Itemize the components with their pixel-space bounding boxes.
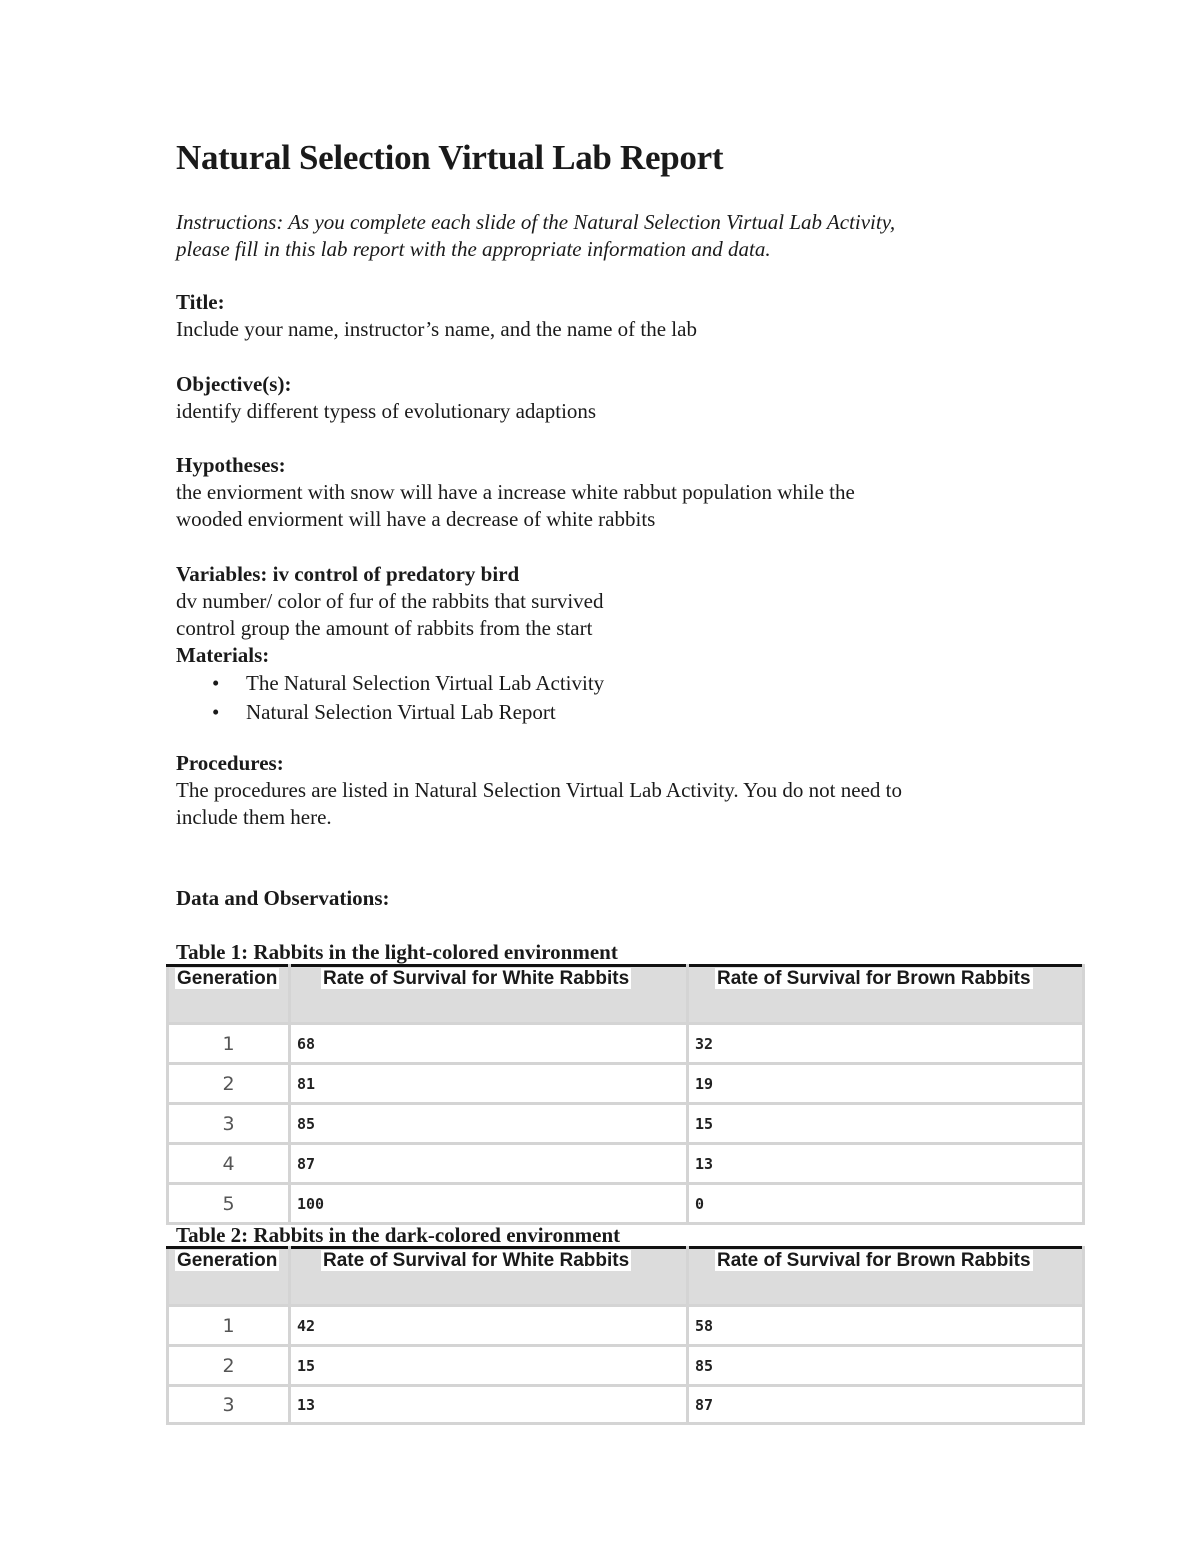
- generation-cell: 4: [168, 1144, 290, 1184]
- table-row: [168, 1386, 1084, 1424]
- header-generation: Generation: [168, 1248, 290, 1306]
- header-white-rabbits: Rate of Survival for White Rabbits: [290, 1248, 688, 1306]
- white-rate-cell[interactable]: 13: [290, 1386, 688, 1424]
- procedures-label: Procedures:: [176, 751, 284, 775]
- brown-rate-cell[interactable]: 87: [688, 1386, 1084, 1424]
- table-row: [168, 1184, 1084, 1224]
- brown-rate-cell[interactable]: 15: [688, 1104, 1084, 1144]
- generation-cell: 3: [168, 1104, 290, 1144]
- header-brown-rabbits: Rate of Survival for Brown Rabbits: [688, 966, 1084, 1024]
- list-item-text: Natural Selection Virtual Lab Report: [246, 699, 556, 724]
- hypotheses-label: Hypotheses:: [176, 453, 286, 477]
- generation-cell: 1: [168, 1306, 290, 1346]
- title-section: [176, 289, 1056, 343]
- table-row: [168, 1144, 1084, 1184]
- table2-caption: Table 2: Rabbits in the dark-colored environment: [176, 1223, 621, 1247]
- table-row: [168, 1104, 1084, 1144]
- white-rate-cell[interactable]: 87: [290, 1144, 688, 1184]
- variables-section: [176, 561, 1056, 726]
- list-item: [212, 669, 1056, 698]
- bullet-icon: •: [212, 671, 220, 695]
- generation-cell: 2: [168, 1346, 290, 1386]
- hypotheses-line: the enviorment with snow will have a increase white rabbut population while the: [176, 480, 855, 504]
- page-title: Natural Selection Virtual Lab Report: [176, 138, 724, 177]
- materials-label: Materials:: [176, 643, 270, 667]
- table2: [166, 1246, 1085, 1425]
- table1-caption: Table 1: Rabbits in the light-colored environment: [176, 940, 618, 964]
- bullet-icon: •: [212, 699, 220, 724]
- header-brown-rabbits: Rate of Survival for Brown Rabbits: [688, 1248, 1084, 1306]
- data-heading: Data and Observations:: [176, 886, 390, 910]
- brown-rate-cell[interactable]: 58: [688, 1306, 1084, 1346]
- objectives-text: identify different typess of evolutionary adaptions: [176, 399, 597, 423]
- objectives-section: [176, 371, 1056, 425]
- table-header-row: [168, 1248, 1084, 1306]
- title-label: Title:: [176, 290, 225, 314]
- table-header-row: [168, 966, 1084, 1024]
- generation-cell: 2: [168, 1064, 290, 1104]
- white-rate-cell[interactable]: 81: [290, 1064, 688, 1104]
- brown-rate-cell[interactable]: 85: [688, 1346, 1084, 1386]
- white-rate-cell[interactable]: 42: [290, 1306, 688, 1346]
- generation-cell: 3: [168, 1386, 290, 1424]
- white-rate-cell[interactable]: 100: [290, 1184, 688, 1224]
- variables-line: dv number/ color of fur of the rabbits that survived: [176, 589, 604, 613]
- instructions-line: Instructions: As you complete each slide of the Natural Selection Virtual Lab Activity,: [176, 210, 896, 234]
- procedures-section: [176, 750, 1056, 831]
- brown-rate-cell[interactable]: 13: [688, 1144, 1084, 1184]
- white-rate-cell[interactable]: 68: [290, 1024, 688, 1064]
- table-row: [168, 1346, 1084, 1386]
- white-rate-cell[interactable]: 85: [290, 1104, 688, 1144]
- brown-rate-cell[interactable]: 32: [688, 1024, 1084, 1064]
- header-generation: Generation: [168, 966, 290, 1024]
- hypotheses-section: [176, 452, 1056, 533]
- header-white-rabbits: Rate of Survival for White Rabbits: [290, 966, 688, 1024]
- title-text: Include your name, instructor’s name, and the name of the lab: [176, 317, 697, 341]
- variables-label: Variables: iv control of predatory bird: [176, 562, 520, 586]
- generation-cell: 1: [168, 1024, 290, 1064]
- table-row: [168, 1306, 1084, 1346]
- procedures-line: The procedures are listed in Natural Selection Virtual Lab Activity. You do not need to: [176, 778, 902, 802]
- materials-list: [212, 669, 1056, 726]
- list-item: [212, 698, 1056, 727]
- brown-rate-cell[interactable]: 19: [688, 1064, 1084, 1104]
- table-row: [168, 1024, 1084, 1064]
- hypotheses-line: wooded enviorment will have a decrease of white rabbits: [176, 507, 656, 531]
- brown-rate-cell[interactable]: 0: [688, 1184, 1084, 1224]
- list-item-text: The Natural Selection Virtual Lab Activity: [246, 671, 605, 695]
- procedures-line: include them here.: [176, 805, 332, 829]
- white-rate-cell[interactable]: 15: [290, 1346, 688, 1386]
- table1: [166, 964, 1085, 1225]
- instructions: [176, 209, 1026, 263]
- instructions-line: please fill in this lab report with the appropriate information and data.: [176, 237, 771, 261]
- generation-cell: 5: [168, 1184, 290, 1224]
- objectives-label: Objective(s):: [176, 372, 292, 396]
- variables-line: control group the amount of rabbits from the start: [176, 616, 593, 640]
- table-row: [168, 1064, 1084, 1104]
